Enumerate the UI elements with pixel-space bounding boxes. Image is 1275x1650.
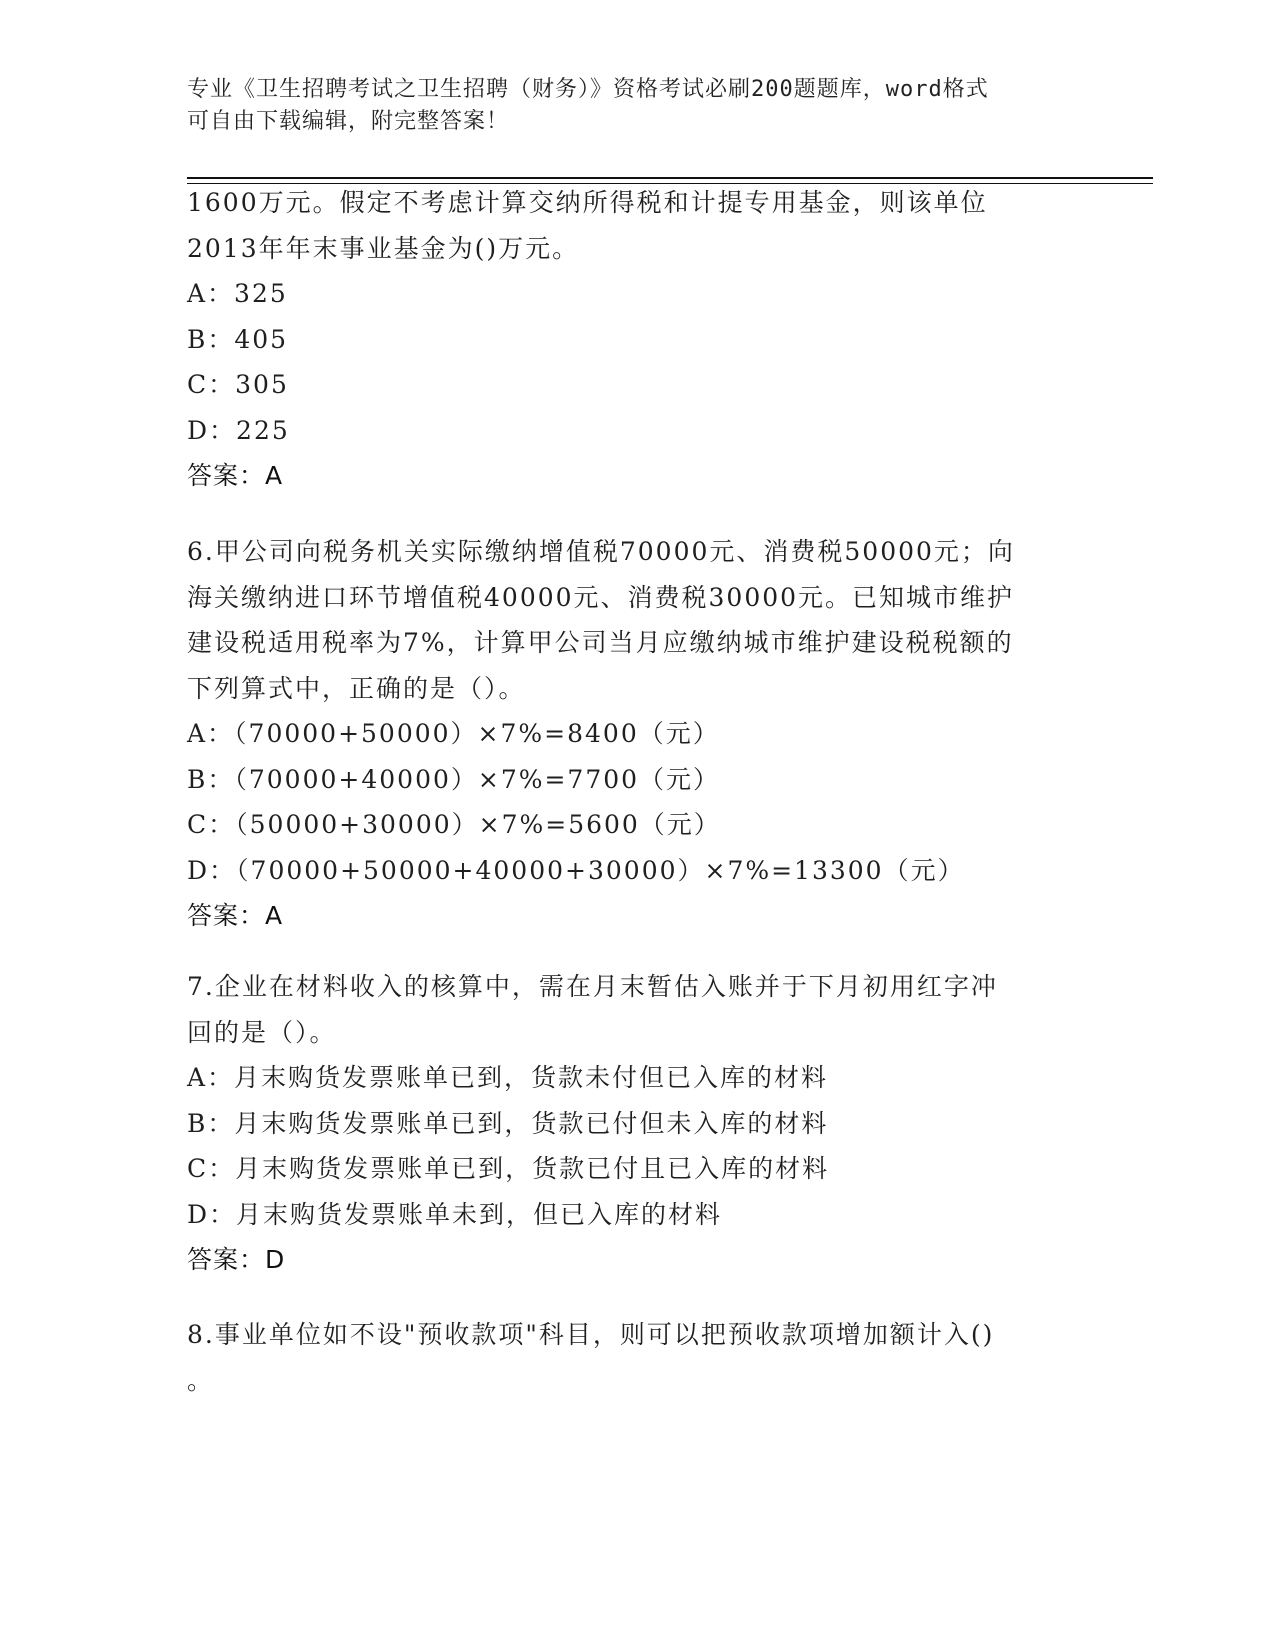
option-c: C：305 — [187, 370, 289, 399]
option-a: A：月末购货发票账单已到，货款未付但已入库的材料 — [187, 1063, 829, 1092]
answer-line: 答案：A — [187, 461, 284, 490]
header-title-line-1: 专业《卫生招聘考试之卫生招聘（财务）》资格考试必刷200题题库，word格式 — [187, 77, 989, 102]
option-d: D：（70000+50000+40000+30000）×7%=13300（元） — [187, 855, 965, 885]
question-7 — [187, 964, 1087, 1283]
question-text-line: 。 — [187, 1365, 215, 1395]
question-text-line: 6.甲公司向税务机关实际缴纳增值税70000元、消费税50000元；向 — [187, 537, 1015, 566]
answer-line: 答案：A — [187, 901, 284, 930]
option-c: C：（50000+30000）×7%=5600（元） — [187, 810, 721, 839]
option-b: B：（70000+40000）×7%=7700（元） — [187, 764, 721, 794]
question-text-line: 2013年年末事业基金为()万元。 — [187, 233, 580, 263]
question-5 — [187, 180, 1087, 499]
question-text-line: 回的是（）。 — [187, 1017, 337, 1047]
option-b: B：月末购货发票账单已到，货款已付但未入库的材料 — [187, 1108, 829, 1138]
question-text-line: 下列算式中，正确的是（）。 — [187, 673, 526, 703]
question-text-line: 1600万元。假定不考虑计算交纳所得税和计提专用基金，则该单位 — [187, 188, 988, 217]
question-text-line: 建设税适用税率为7%，计算甲公司当月应缴纳城市维护建设税税额的 — [187, 628, 1014, 657]
option-d: D：月末购货发票账单未到，但已入库的材料 — [187, 1199, 723, 1229]
question-6 — [187, 529, 1087, 939]
option-a: A：（70000+50000）×7%=8400（元） — [187, 719, 720, 748]
header-divider-thick — [187, 177, 1153, 179]
question-text-line: 海关缴纳进口环节增值税40000元、消费税30000元。已知城市维护 — [187, 582, 1015, 612]
option-b: B：405 — [187, 324, 289, 354]
option-c: C：月末购货发票账单已到，货款已付且已入库的材料 — [187, 1154, 830, 1183]
header-title-line-2: 可自由下载编辑，附完整答案！ — [187, 109, 510, 134]
option-d: D：225 — [187, 415, 290, 445]
document-header — [187, 74, 1087, 138]
option-a: A：325 — [187, 279, 288, 308]
question-8 — [187, 1312, 1087, 1403]
question-text-line: 8.事业单位如不设"预收款项"科目，则可以把预收款项增加额计入() — [187, 1320, 995, 1349]
answer-line: 答案：D — [187, 1245, 286, 1274]
question-text-line: 7.企业在材料收入的核算中，需在月末暂估入账并于下月初用红字冲 — [187, 972, 998, 1001]
